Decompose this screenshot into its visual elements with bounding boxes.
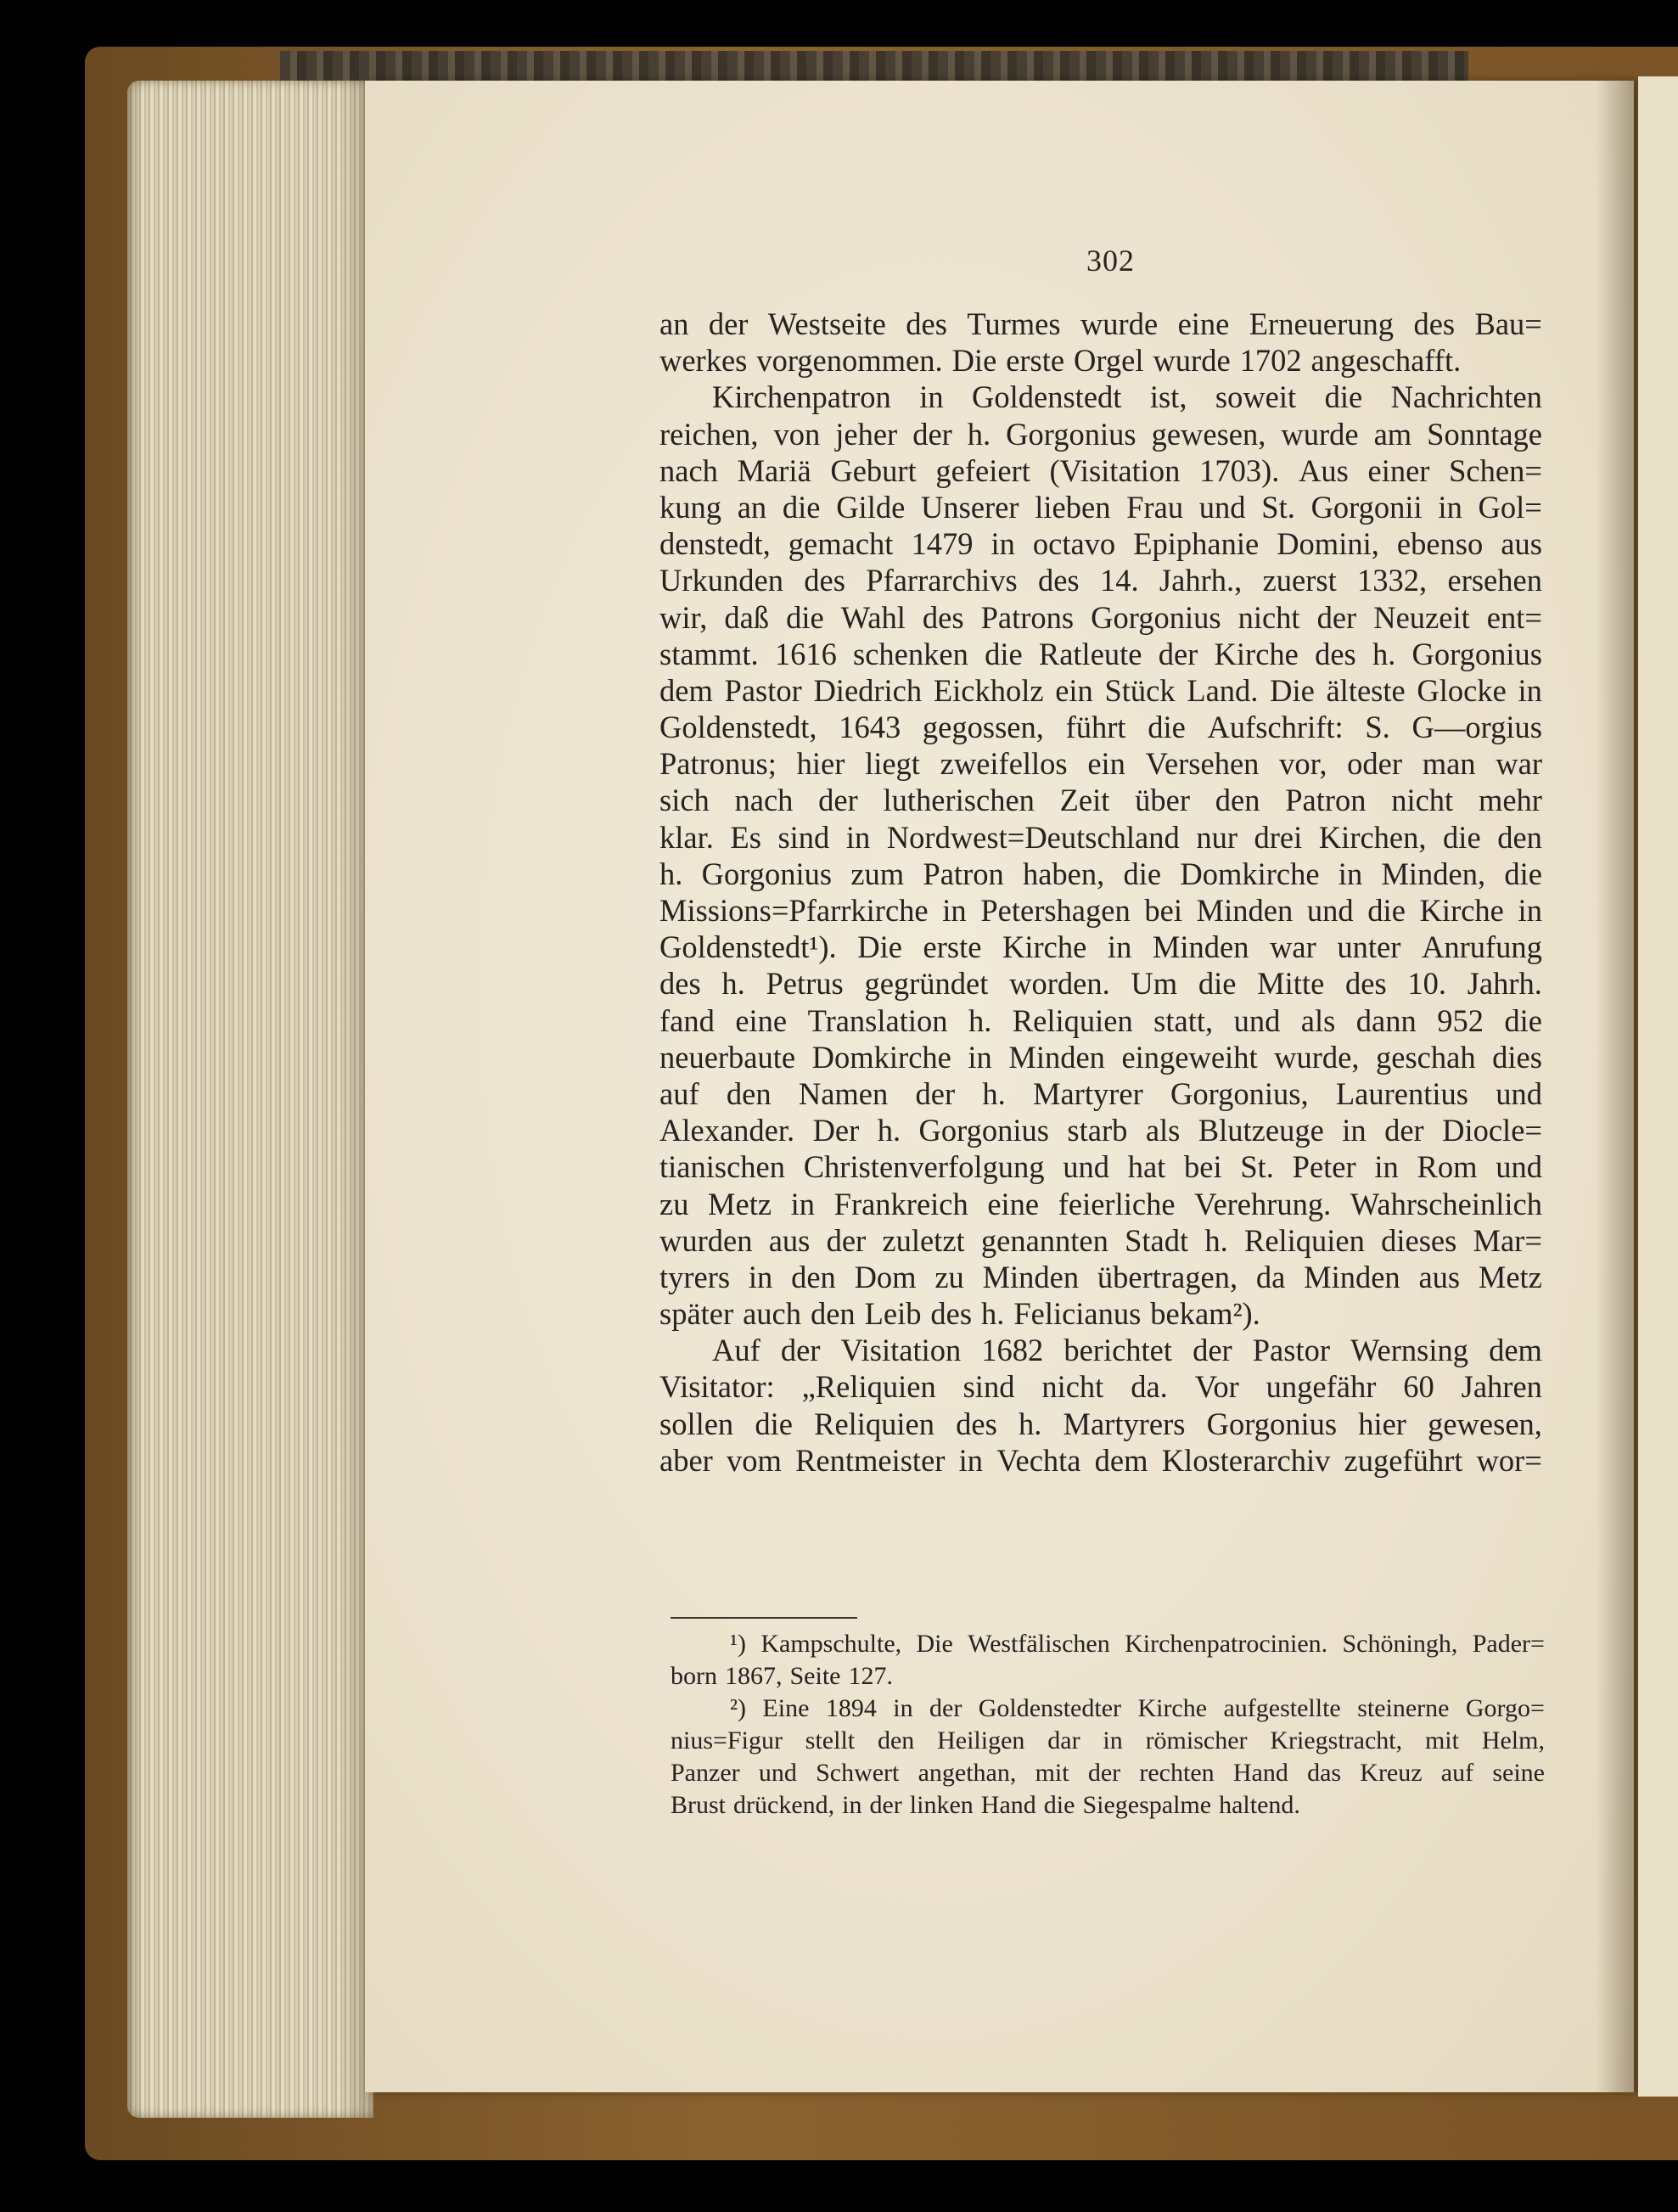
text-line: Patronus; hier liegt zweifellos ein Versehen vor, oder man war [659,746,1542,782]
text-line: dem Pastor Diedrich Eickholz ein Stück Land. Die älteste Glocke in [659,672,1542,708]
text-line: des h. Petrus gegründet worden. Um die Mitte des 10. Jahrh. [659,966,1542,1002]
text-line: tyrers in den Dom zu Minden übertragen, da Minden aus Metz [659,1259,1542,1294]
text-line: Urkunden des Pfarrarchivs des 14. Jahrh., zuerst 1332, ersehen [659,563,1542,598]
body-text [659,306,1542,1479]
footnote-line: Brust drückend, in der linken Hand die Siegespalme haltend. [671,1791,1300,1819]
text-line: Auf der Visitation 1682 berichtet der Pastor Wernsing dem [712,1333,1542,1368]
page-number: 302 [1086,244,1135,278]
text-line: klar. Es sind in Nordwest=Deutschland nur drei Kirchen, die den [659,819,1542,855]
text-line: wurden aus der zuletzt genannten Stadt h. Reliquien dieses Mar= [659,1222,1542,1258]
text-line: Visitator: „Reliquien sind nicht da. Vor ungefähr 60 Jahren [659,1369,1542,1405]
text-line: Alexander. Der h. Gorgonius starb als Blutzeuge in der Diocle= [659,1113,1542,1148]
footnote-divider [671,1617,857,1619]
text-line: Missions=Pfarrkirche in Petershagen bei Minden und die Kirche in [659,893,1542,928]
text-line: werkes vorgenommen. Die erste Orgel wurde 1702 angeschafft. [659,343,1462,379]
text-line: aber vom Rentmeister in Vechta dem Klosterarchiv zugeführt wor= [659,1442,1542,1478]
footnote-line: nius=Figur stellt den Heiligen dar in römischer Kriegstracht, mit Helm, [671,1726,1545,1754]
text-line: h. Gorgonius zum Patron haben, die Domkirche in Minden, die [659,856,1542,891]
footnote-line: ²) Eine 1894 in der Goldenstedter Kirche aufgestellte steinerne Gorgo= [730,1694,1545,1722]
text-line: Kirchenpatron in Goldenstedt ist, soweit die Nachrichten [712,379,1542,415]
text-line: neuerbaute Domkirche in Minden eingeweiht wurde, geschah dies [659,1039,1542,1075]
text-line: reichen, von jeher der h. Gorgonius gewesen, wurde am Sonntage [659,416,1542,452]
text-line: tianischen Christenverfolgung und hat bei St. Peter in Rom und [659,1149,1542,1185]
page-block-edge [127,81,373,2118]
text-line: Goldenstedt, 1643 gegossen, führt die Aufschrift: S. G—orgius [659,710,1542,745]
text-line: denstedt, gemacht 1479 in octavo Epiphanie Domini, ebenso aus [659,526,1542,562]
text-line: stammt. 1616 schenken die Ratleute der Kirche des h. Gorgonius [659,636,1542,671]
footnote-line: born 1867, Seite 127. [671,1662,893,1690]
facing-page-edge [1638,76,1678,2097]
text-line: nach Mariä Geburt gefeiert (Visitation 1703). Aus einer Schen= [659,452,1542,488]
text-line: kung an die Gilde Unserer lieben Frau und St. Gorgonii in Gol= [659,489,1542,525]
footnote-line: ¹) Kampschulte, Die Westfälischen Kirchenpatrocinien. Schöningh, Pader= [730,1630,1545,1658]
book-headband [280,51,1468,85]
footnotes [671,1628,1545,1822]
text-line: zu Metz in Frankreich eine feierliche Verehrung. Wahrscheinlich [659,1186,1542,1221]
text-line: Goldenstedt¹). Die erste Kirche in Minden war unter Anrufung [659,929,1542,965]
text-line: sich nach der lutherischen Zeit über den Patron nicht mehr [659,783,1542,818]
text-line: wir, daß die Wahl des Patrons Gorgonius nicht der Neuzeit ent= [659,599,1542,635]
text-line: fand eine Translation h. Reliquien statt, und als dann 952 die [659,1002,1542,1038]
text-line: auf den Namen der h. Martyrer Gorgonius, Laurentius und [659,1075,1542,1111]
footnote-line: Panzer und Schwert angethan, mit der rechten Hand das Kreuz auf seine [671,1759,1545,1787]
text-line: sollen die Reliquien des h. Martyrers Gorgonius hier gewesen, [659,1406,1542,1441]
text-line: später auch den Leib des h. Felicianus bekam²). [659,1296,1260,1332]
text-line: an der Westseite des Turmes wurde eine Erneuerung des Bau= [659,306,1542,341]
